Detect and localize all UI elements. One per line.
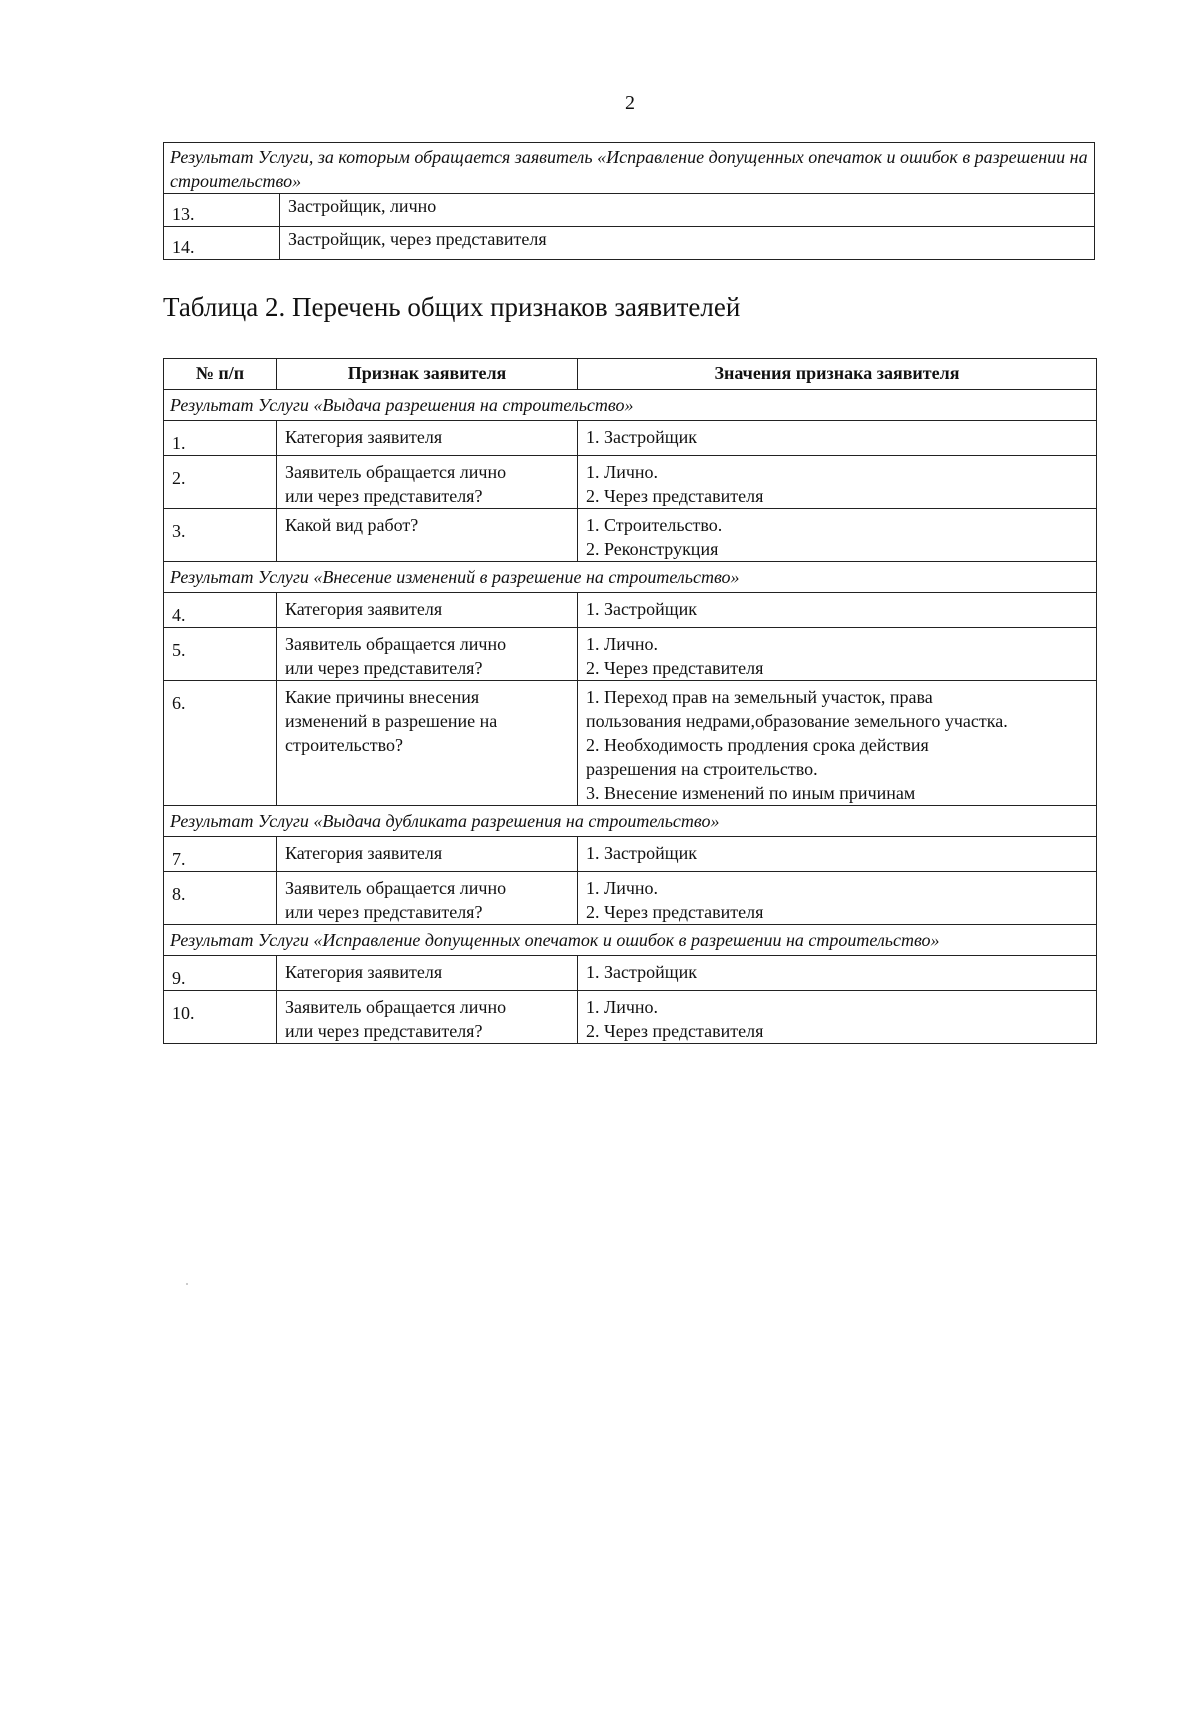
attribute-line: Какие причины внесения bbox=[285, 687, 480, 707]
table-row bbox=[164, 956, 1097, 991]
attribute-cell bbox=[277, 593, 578, 628]
scan-speck bbox=[186, 1283, 188, 1285]
row-number: 2. bbox=[164, 456, 277, 509]
values-cell bbox=[578, 628, 1097, 681]
value-line: 1. Застройщик bbox=[586, 843, 697, 863]
section-title: Результат Услуги «Исправление допущенных опечаток и ошибок в разрешении на строительство» bbox=[164, 925, 1097, 956]
attribute-cell bbox=[277, 991, 578, 1044]
applicant-attributes-table bbox=[163, 358, 1097, 1044]
value-line: 1. Лично. bbox=[586, 462, 659, 482]
values-cell bbox=[578, 872, 1097, 925]
row-number: 6. bbox=[164, 681, 277, 806]
attribute-line: Какой вид работ? bbox=[285, 515, 419, 535]
table-row bbox=[164, 421, 1097, 456]
table-row bbox=[164, 509, 1097, 562]
attribute-cell bbox=[277, 872, 578, 925]
values-cell bbox=[578, 837, 1097, 872]
value-line: 2. Через представителя bbox=[586, 902, 764, 922]
attribute-cell bbox=[277, 956, 578, 991]
value-line: 1. Лично. bbox=[586, 997, 659, 1017]
attribute-cell bbox=[277, 421, 578, 456]
value-line: разрешения на строительство. bbox=[586, 759, 818, 779]
value-line: 1. Лично. bbox=[586, 878, 659, 898]
row-number: 13. bbox=[164, 194, 280, 227]
value-line: 2. Необходимость продления срока действия bbox=[586, 735, 929, 755]
attribute-line: или через представителя? bbox=[285, 658, 483, 678]
row-number: 7. bbox=[164, 837, 277, 872]
attribute-cell bbox=[277, 509, 578, 562]
attribute-line: Категория заявителя bbox=[285, 599, 443, 619]
attribute-line: Категория заявителя bbox=[285, 843, 443, 863]
section-row bbox=[164, 390, 1097, 421]
row-number: 10. bbox=[164, 991, 277, 1044]
row-number: 8. bbox=[164, 872, 277, 925]
value-line: 2. Реконструкция bbox=[586, 539, 719, 559]
attribute-cell bbox=[277, 837, 578, 872]
attribute-line: Заявитель обращается лично bbox=[285, 634, 507, 654]
values-cell bbox=[578, 593, 1097, 628]
attribute-line: или через представителя? bbox=[285, 1021, 483, 1041]
attribute-line: или через представителя? bbox=[285, 486, 483, 506]
table-body bbox=[164, 390, 1097, 1044]
attribute-line: или через представителя? bbox=[285, 902, 483, 922]
header-attribute: Признак заявителя bbox=[277, 359, 578, 390]
result-continuation-table bbox=[163, 142, 1095, 260]
table-row bbox=[164, 991, 1097, 1044]
attribute-line: Заявитель обращается лично bbox=[285, 462, 507, 482]
section-row bbox=[164, 562, 1097, 593]
values-cell bbox=[578, 509, 1097, 562]
values-cell bbox=[578, 956, 1097, 991]
table-row bbox=[164, 456, 1097, 509]
section-row bbox=[164, 806, 1097, 837]
section-title: Результат Услуги «Выдача разрешения на строительство» bbox=[164, 390, 1097, 421]
value-line: 1. Строительство. bbox=[586, 515, 723, 535]
value-line: 2. Через представителя bbox=[586, 486, 764, 506]
values-cell bbox=[578, 681, 1097, 806]
row-number: 1. bbox=[164, 421, 277, 456]
attribute-line: Заявитель обращается лично bbox=[285, 878, 507, 898]
row-value: Застройщик, через представителя bbox=[280, 227, 1095, 260]
value-line: 2. Через представителя bbox=[586, 658, 764, 678]
section-row bbox=[164, 925, 1097, 956]
value-line: 1. Застройщик bbox=[586, 599, 697, 619]
attribute-line: строительство? bbox=[285, 735, 403, 755]
row-number: 14. bbox=[164, 227, 280, 260]
attribute-cell bbox=[277, 456, 578, 509]
row-value: Застройщик, лично bbox=[280, 194, 1095, 227]
attribute-cell bbox=[277, 681, 578, 806]
value-line: 2. Через представителя bbox=[586, 1021, 764, 1041]
table-row bbox=[164, 194, 1095, 227]
row-number: 9. bbox=[164, 956, 277, 991]
values-cell bbox=[578, 991, 1097, 1044]
header-row bbox=[164, 359, 1097, 390]
table-heading: Таблица 2. Перечень общих признаков заявителей bbox=[163, 292, 741, 322]
table-caption-row bbox=[164, 143, 1095, 194]
attribute-cell bbox=[277, 628, 578, 681]
attribute-line: Категория заявителя bbox=[285, 962, 443, 982]
row-number: 4. bbox=[164, 593, 277, 628]
attribute-line: Категория заявителя bbox=[285, 427, 443, 447]
section-title: Результат Услуги «Внесение изменений в разрешение на строительство» bbox=[164, 562, 1097, 593]
table-row bbox=[164, 872, 1097, 925]
table-caption: Результат Услуги, за которым обращается заявитель «Исправление допущенных опечаток и ошибок в разрешении на строительство» bbox=[164, 143, 1095, 194]
table-row bbox=[164, 837, 1097, 872]
attribute-line: Заявитель обращается лично bbox=[285, 997, 507, 1017]
value-line: 1. Переход прав на земельный участок, права bbox=[586, 687, 933, 707]
table-row bbox=[164, 593, 1097, 628]
value-line: пользования недрами,образование земельного участка. bbox=[586, 711, 1008, 731]
table-row bbox=[164, 681, 1097, 806]
values-cell bbox=[578, 456, 1097, 509]
values-cell bbox=[578, 421, 1097, 456]
section-title: Результат Услуги «Выдача дубликата разрешения на строительство» bbox=[164, 806, 1097, 837]
value-line: 1. Застройщик bbox=[586, 427, 697, 447]
header-values: Значения признака заявителя bbox=[578, 359, 1097, 390]
attribute-line: изменений в разрешение на bbox=[285, 711, 498, 731]
value-line: 1. Застройщик bbox=[586, 962, 697, 982]
table-row bbox=[164, 628, 1097, 681]
value-line: 3. Внесение изменений по иным причинам bbox=[586, 783, 916, 803]
value-line: 1. Лично. bbox=[586, 634, 659, 654]
row-number: 3. bbox=[164, 509, 277, 562]
row-number: 5. bbox=[164, 628, 277, 681]
header-number: № п/п bbox=[164, 359, 277, 390]
page-number: 2 bbox=[625, 92, 635, 114]
table-row bbox=[164, 227, 1095, 260]
